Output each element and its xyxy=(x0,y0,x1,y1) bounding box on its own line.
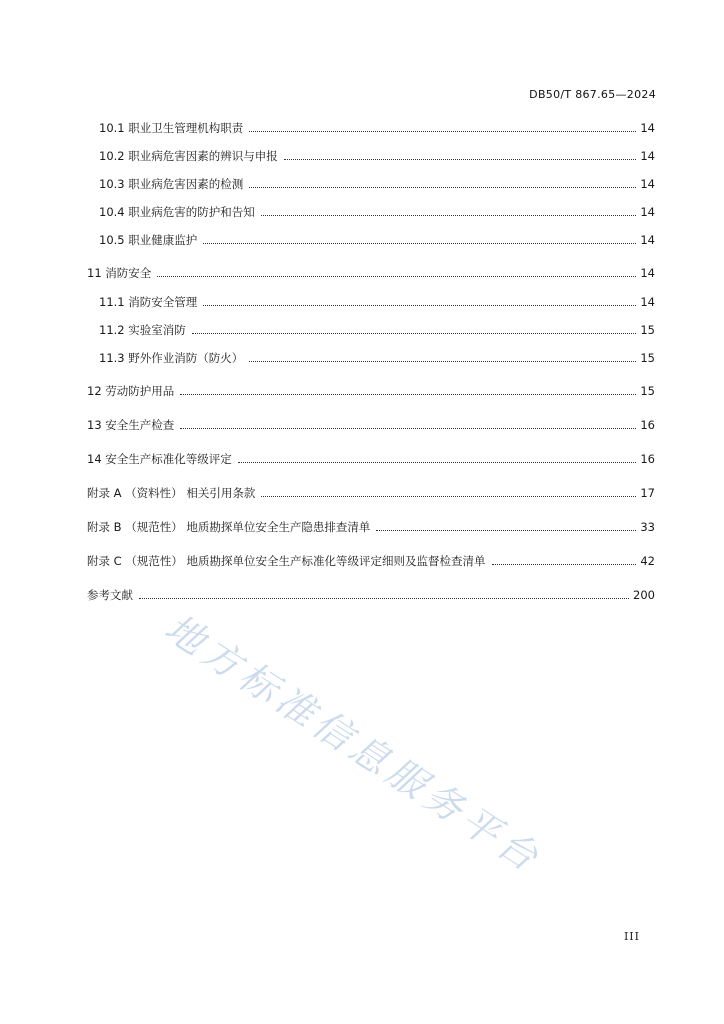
toc-entry-label: 10.5 职业健康监护 xyxy=(99,233,198,247)
toc-dot-leader xyxy=(261,205,637,216)
toc-entry-page: 17 xyxy=(640,486,655,500)
toc-entry-label: 11.1 消防安全管理 xyxy=(99,295,198,309)
toc-entry-page: 16 xyxy=(640,452,655,466)
toc-entry-page: 14 xyxy=(640,295,655,309)
toc-dot-leader xyxy=(180,384,636,395)
toc-entry-page: 14 xyxy=(640,149,655,163)
toc-entry-label: 11 消防安全 xyxy=(87,266,152,280)
toc-entry-page: 15 xyxy=(640,323,655,337)
toc-entry-page: 16 xyxy=(640,418,655,432)
toc-entry-page: 15 xyxy=(640,384,655,398)
toc-dot-leader xyxy=(249,351,636,362)
toc-dot-leader xyxy=(180,418,636,429)
toc-entry[interactable] xyxy=(87,451,655,467)
toc-dot-leader xyxy=(157,266,636,277)
toc-entry-label: 12 劳动防护用品 xyxy=(87,384,175,398)
toc-entry-label: 11.3 野外作业消防（防火） xyxy=(99,351,244,365)
toc-dot-leader xyxy=(261,486,636,497)
toc-entry-page: 14 xyxy=(640,205,655,219)
toc-entry-label: 10.3 职业病危害因素的检测 xyxy=(99,177,244,191)
toc-entry[interactable] xyxy=(99,204,655,220)
toc-dot-leader xyxy=(249,121,636,132)
page-number: III xyxy=(623,930,640,943)
toc-dot-leader xyxy=(139,588,629,599)
toc-entry-label: 13 安全生产检查 xyxy=(87,418,175,432)
toc-entry-page: 14 xyxy=(640,177,655,191)
toc-entry-label: 10.2 职业病危害因素的辨识与申报 xyxy=(99,149,278,163)
toc-entry-page: 14 xyxy=(640,121,655,135)
toc-entry[interactable] xyxy=(99,350,655,366)
toc-dot-leader xyxy=(492,554,637,565)
toc-dot-leader xyxy=(238,452,637,463)
watermark: 地方标准信息服务平台 xyxy=(157,605,551,883)
toc-dot-leader xyxy=(203,233,636,244)
toc-entry-label: 10.4 职业病危害的防护和告知 xyxy=(99,205,255,219)
toc-entry[interactable] xyxy=(87,485,655,501)
toc-entry[interactable] xyxy=(87,587,655,603)
toc-entry[interactable] xyxy=(87,417,655,433)
toc-entry-label: 附录 B （规范性） 地质勘探单位安全生产隐患排查清单 xyxy=(87,520,371,534)
toc-entry-label: 10.1 职业卫生管理机构职责 xyxy=(99,121,244,135)
toc-entry-page: 200 xyxy=(633,588,655,602)
toc-entry[interactable] xyxy=(87,519,655,535)
toc-dot-leader xyxy=(376,520,636,531)
toc-entry-label: 附录 A （资料性） 相关引用条款 xyxy=(87,486,256,500)
toc-entry[interactable] xyxy=(87,553,655,569)
toc-entry-label: 参考文献 xyxy=(87,588,133,602)
toc-entry[interactable] xyxy=(99,176,655,192)
toc-entry[interactable] xyxy=(99,148,655,164)
toc-entry[interactable] xyxy=(99,294,655,310)
toc-entry-page: 33 xyxy=(640,520,655,534)
toc-entry[interactable] xyxy=(99,232,655,248)
toc-entry-page: 14 xyxy=(640,266,655,280)
toc-entry-page: 14 xyxy=(640,233,655,247)
toc-dot-leader xyxy=(192,323,637,334)
toc-dot-leader xyxy=(284,149,637,160)
toc-entry[interactable] xyxy=(87,383,655,399)
toc-entry[interactable] xyxy=(99,322,655,338)
toc-dot-leader xyxy=(203,295,636,306)
toc-entry-page: 42 xyxy=(640,554,655,568)
toc-entry-label: 附录 C （规范性） 地质勘探单位安全生产标准化等级评定细则及监督检查清单 xyxy=(87,554,486,568)
toc-entry[interactable] xyxy=(99,120,655,136)
toc-dot-leader xyxy=(249,177,636,188)
document-code: DB50/T 867.65—2024 xyxy=(529,88,656,101)
toc-entry-label: 14 安全生产标准化等级评定 xyxy=(87,452,232,466)
toc-entry[interactable] xyxy=(87,265,655,281)
toc-entry-label: 11.2 实验室消防 xyxy=(99,323,186,337)
toc-entry-page: 15 xyxy=(640,351,655,365)
